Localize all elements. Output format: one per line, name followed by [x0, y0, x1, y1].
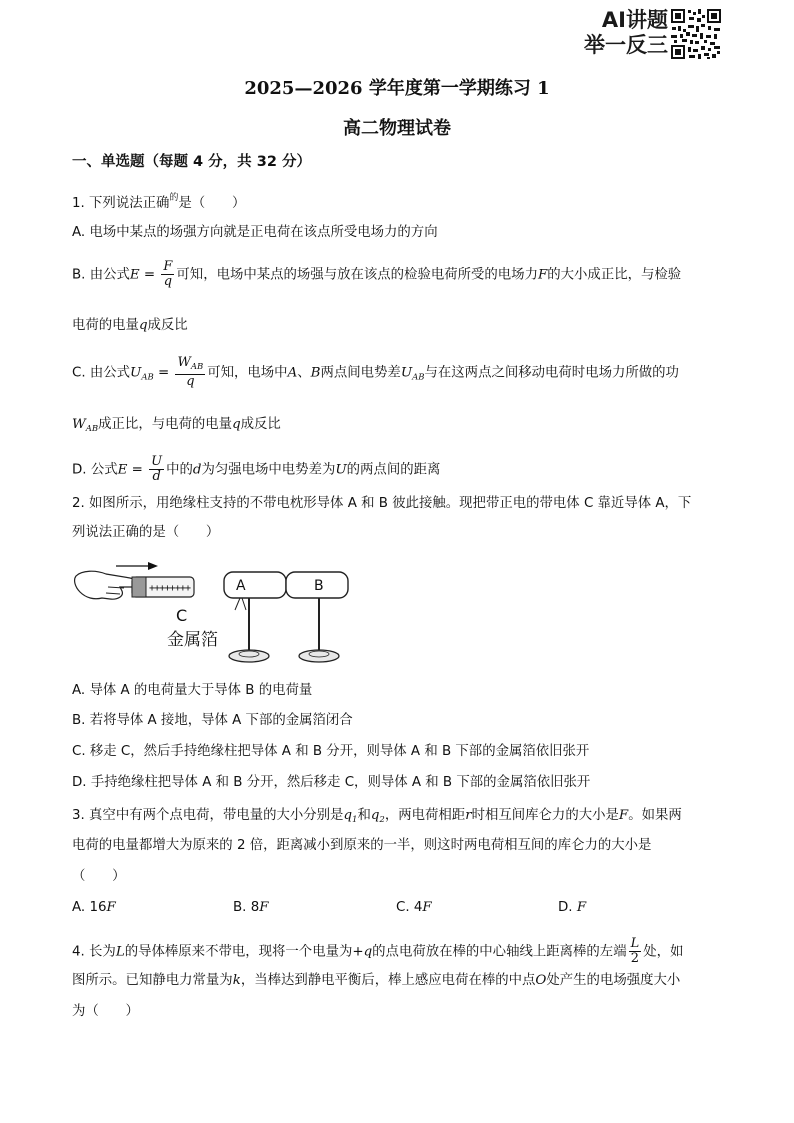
q4-l1-pre: 4. 长为: [72, 944, 116, 960]
label-b: B: [314, 578, 324, 594]
q4-stem-line-3: 为（ ）: [72, 1004, 139, 1019]
q3-a-key: A. 16: [72, 900, 107, 915]
q1-c-den: q: [186, 374, 195, 389]
q1-d-d: d: [192, 462, 202, 478]
q1-c-num-sub: AB: [190, 362, 204, 372]
q1-c-mid2: 两点间电势差: [320, 365, 401, 381]
q1-c2-post: 成正比，与电荷的电量: [98, 417, 233, 432]
q1-c-fraction: [175, 356, 205, 389]
q1-b-pre: B. 由公式: [72, 267, 130, 283]
conductor-a: [224, 572, 286, 598]
q4-fraction: [629, 937, 642, 966]
q1-c2-sub: AB: [85, 424, 99, 434]
q4-l1-mid2: 的点电荷放在棒的中心轴线上距离棒的左端: [372, 944, 627, 960]
q3-l1-mid2: 时相互间库仑力的大小是: [471, 808, 619, 823]
q1-c2-W: W: [72, 417, 86, 432]
q1-option-d[interactable]: [72, 455, 440, 484]
q4-den: 2: [630, 951, 640, 966]
q3-stem-line-2: 电荷的电量都增大为原来的 2 倍，距离减小到原来的一半，则这时两电荷相互间的库仑力的大小是: [72, 838, 652, 853]
q3-l1-mid: ，两电荷相距: [384, 808, 466, 823]
label-c: C: [176, 606, 188, 625]
q1-b-post: 的大小成正比，与检验: [547, 267, 682, 283]
q1-c-mid: 可知，电场中: [207, 365, 288, 381]
q3-d-var: F: [576, 900, 587, 915]
q1-option-b-cont: [72, 317, 188, 335]
q1-c-sep: 、: [297, 365, 311, 381]
q3-q2: q: [370, 808, 380, 823]
q2-option-b[interactable]: B. 若将导体 A 接地，导体 A 下部的金属箔闭合: [72, 713, 353, 728]
q4-k: k: [232, 973, 241, 988]
q1-c-num: [175, 356, 205, 375]
q1-b-den: q: [163, 274, 173, 289]
q1-c-U2: U: [400, 365, 413, 381]
q1-c-sub2: AB: [412, 372, 425, 383]
q3-option-b[interactable]: [233, 900, 269, 915]
q1-b-F: F: [537, 267, 548, 283]
brand-line-2: 举一反三: [584, 33, 668, 57]
q2-figure: [72, 558, 362, 670]
label-a: A: [236, 578, 246, 594]
rod-handle: [132, 577, 146, 597]
q1-c-U: U: [130, 365, 142, 381]
q1-d-den: d: [152, 469, 161, 484]
q1-stem-mark: 的: [169, 193, 179, 203]
q3-b-var: F: [259, 900, 269, 915]
q1-stem-end: 是（ ）: [178, 196, 246, 211]
q1-c-sub: AB: [141, 372, 154, 383]
q1-c-B: B: [310, 365, 321, 381]
q3-c-key: C. 4: [396, 900, 423, 915]
q1-c-eq: =: [153, 365, 174, 381]
q1-b2-q: q: [138, 318, 148, 333]
q1-d-mid: 中的: [166, 462, 193, 478]
q3-option-c[interactable]: [396, 900, 432, 915]
q1-c-pre: C. 由公式: [72, 365, 131, 381]
q1-d-post: 的两点间的距离: [346, 462, 441, 478]
q2-option-c[interactable]: C. 移走 C，然后手持绝缘柱把导体 A 和 B 分开，则导体 A 和 B 下部的金属箔依旧张开: [72, 744, 590, 759]
q4-l2-pre: 图所示。已知静电力常量为: [72, 973, 233, 988]
exam-subtitle: 高二物理试卷: [343, 118, 451, 139]
q1-d-pre: D. 公式: [72, 462, 118, 478]
q4-q: q: [363, 944, 373, 960]
q1-c-post: 与在这两点之间移动电荷时电场力所做的功: [424, 365, 679, 381]
q3-l1-post: 。如果两: [628, 808, 682, 823]
exam-title: 2025—2026 学年度第一学期练习 1: [244, 78, 550, 99]
brand-line-1: AI讲题: [601, 8, 668, 32]
q1-d-eq: =: [127, 462, 148, 478]
q4-l1-mid: 的导体棒原来不带电，现将一个电量为+: [124, 944, 364, 960]
hand-icon: [75, 571, 136, 599]
q1-stem-text: 1. 下列说法正确: [72, 196, 170, 211]
q1-option-c[interactable]: [72, 356, 679, 389]
q2-stem-line-1: 2. 如图所示，用绝缘柱支持的不带电枕形导体 A 和 B 彼此接触。现把带正电的带电体 C 靠近导体 A，下: [72, 496, 692, 511]
q4-stem-line-1: [72, 937, 683, 966]
qr-code-icon[interactable]: [670, 8, 722, 60]
q4-stem-line-2: [72, 972, 680, 990]
q4-L: L: [115, 944, 125, 960]
push-arrow-head: [148, 562, 158, 570]
q1-option-a[interactable]: A. 电场中某点的场强方向就是正电荷在该点所受电场力的方向: [72, 225, 438, 240]
q1-c-num-w: W: [177, 355, 191, 370]
q1-b-mid: 可知，电场中某点的场强与放在该点的检验电荷所受的电场力: [176, 267, 538, 283]
q1-d-fraction: [149, 455, 164, 484]
q4-l1-post: 处，如: [643, 944, 684, 960]
q1-d-U: U: [335, 462, 347, 478]
brand-logo: [578, 8, 668, 58]
q3-a-var: F: [106, 900, 116, 915]
q1-option-c-cont: [72, 416, 281, 438]
q3-stem-line-1: [72, 807, 682, 829]
q4-num: L: [630, 936, 640, 951]
label-foil: 金属箔: [167, 630, 218, 650]
q1-d-num: U: [151, 454, 163, 469]
q1-c2-q: q: [232, 417, 241, 432]
q2-stem-line-2: 列说法正确的是（ ）: [72, 525, 220, 540]
q1-b-E: E: [129, 267, 140, 283]
q1-b-num: F: [163, 259, 173, 274]
q3-F: F: [618, 808, 629, 823]
q1-d-mid2: 为匀强电场中电势差为: [201, 462, 336, 478]
q1-option-b[interactable]: [72, 260, 681, 289]
q3-r: r: [465, 808, 472, 823]
q4-l2-post: 处产生的电场强度大小: [546, 973, 681, 988]
q2-option-d[interactable]: D. 手持绝缘柱把导体 A 和 B 分开，然后移走 C，则导体 A 和 B 下部的金属箔依旧张开: [72, 775, 591, 790]
q1-b-fraction: [161, 260, 174, 289]
q3-option-a[interactable]: [72, 900, 116, 915]
metal-foil-a: [235, 598, 246, 610]
q1-c-A: A: [287, 365, 298, 381]
q3-d-key: D.: [558, 900, 577, 915]
q4-l2-mid: ，当棒达到静电平衡后，棒上感应电荷在棒的中点: [240, 973, 536, 988]
stand-a-base: [229, 650, 269, 662]
q3-l1-pre: 3. 真空中有两个点电荷，带电量的大小分别是: [72, 808, 344, 823]
q1-b-eq: =: [139, 267, 160, 283]
q3-option-d[interactable]: [558, 900, 586, 915]
section-heading: 一、单选题（每题 4 分，共 32 分）: [72, 154, 311, 170]
q1-c2-end: 成反比: [240, 417, 281, 432]
q3-b-key: B. 8: [233, 900, 260, 915]
q1-stem: [72, 189, 245, 213]
q1-b2-pre: 电荷的电量: [72, 318, 139, 333]
stand-b-base: [299, 650, 339, 662]
q3-stem-line-3: （ ）: [72, 869, 126, 884]
q3-and: 和: [357, 808, 371, 823]
q3-q2-sub: 2: [379, 815, 385, 825]
q3-c-var: F: [422, 900, 432, 915]
q2-option-a[interactable]: A. 导体 A 的电荷量大于导体 B 的电荷量: [72, 683, 313, 698]
q4-O: O: [535, 973, 547, 988]
q3-q1: q: [343, 808, 353, 823]
q3-q1-sub: 1: [352, 815, 358, 825]
q1-b2-post: 成反比: [147, 318, 188, 333]
q1-d-E: E: [117, 462, 128, 478]
rod-charges: + + + + + + + +: [149, 583, 191, 594]
